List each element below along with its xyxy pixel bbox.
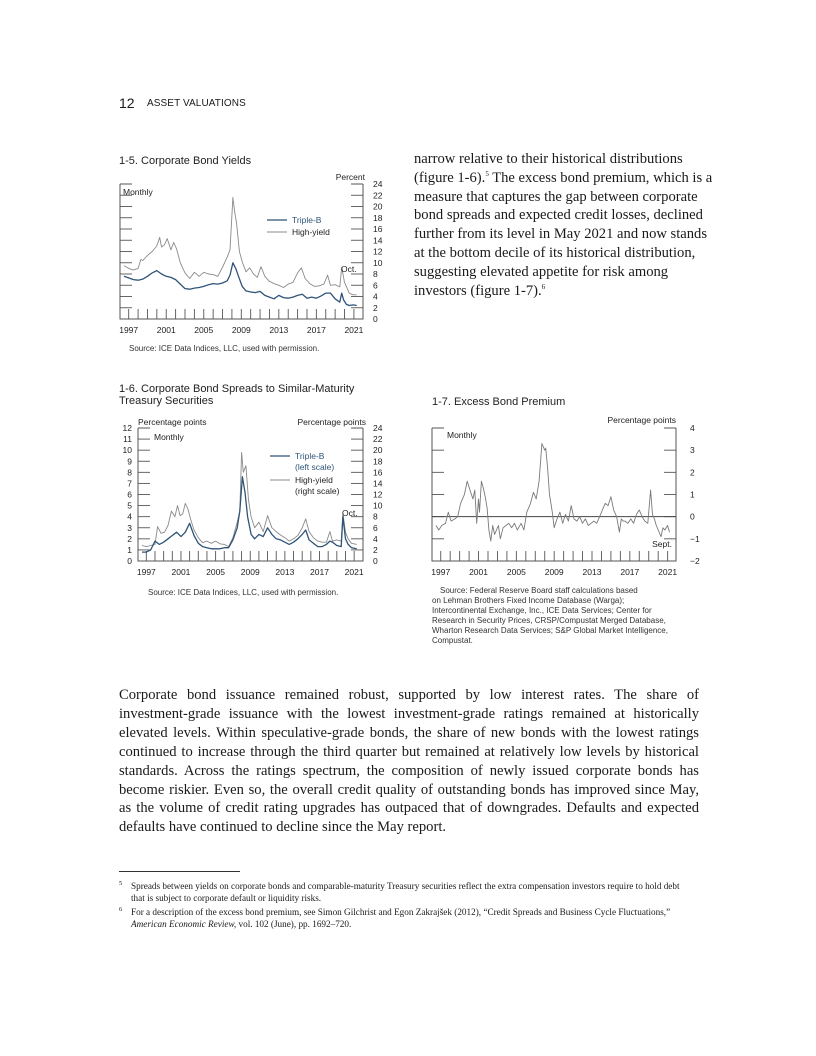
source-line: Source: Federal Reserve Board staff calculations based — [440, 586, 638, 595]
figure-1-7-chart — [420, 410, 710, 585]
x-tick-label: 2021 — [658, 567, 678, 577]
source-line: Wharton Research Data Services; S&P Global Market Intelligence, — [432, 626, 668, 635]
y-tick-label-left: 6 — [127, 489, 132, 500]
y-tick-label-right: 1 — [690, 489, 695, 500]
y-tick-label-right: 22 — [373, 190, 383, 201]
figure-1-5-frequency: Monthly — [123, 187, 153, 197]
figure-1-5-annotation: Oct. — [341, 264, 357, 274]
y-tick-label-right: 14 — [373, 478, 383, 489]
footnote-number: 6 — [119, 906, 123, 913]
y-tick-label-right: 2 — [373, 302, 378, 313]
body-text: The excess bond premium, which is a measure that captures the gap between corporate bond spreads and expected credit losses, declined further from its level in May 2021 and now stands at the bottom decile of its historical distribution, suggesting elevated appetite for risk among investors (figure 1-7). — [414, 169, 713, 299]
y-tick-label-right: 10 — [373, 257, 383, 268]
footnote-text: vol. 102 (June), pp. 1692–720. — [236, 919, 352, 929]
y-tick-label-right: 8 — [373, 511, 378, 522]
x-tick-label: 2017 — [620, 567, 640, 577]
y-tick-label-right: 0 — [373, 314, 378, 324]
y-tick-label-right: 3 — [690, 445, 695, 456]
x-tick-label: 2009 — [544, 567, 564, 577]
x-tick-label: 1997 — [119, 325, 139, 335]
y-tick-label-right: 4 — [373, 533, 378, 544]
figure-1-7-frequency: Monthly — [447, 430, 477, 440]
figure-1-6-source: Source: ICE Data Indices, LLC, used with permission. — [148, 588, 339, 597]
y-tick-label-right: −1 — [690, 533, 700, 544]
y-tick-label-left: 10 — [122, 445, 132, 456]
y-tick-label-right: 10 — [373, 500, 383, 511]
footnote-rule — [119, 871, 240, 872]
source-line: Research in Security Prices, CRSP/Compustat Merged Database, — [432, 616, 666, 625]
y-tick-label-right: 16 — [373, 224, 383, 234]
source-line: Intercontinental Exchange, Inc., ICE Data Services; Center for — [432, 606, 652, 615]
footnote-6 — [119, 906, 689, 930]
body-text-right-column — [414, 150, 714, 300]
y-tick-label-left: 12 — [122, 423, 132, 433]
y-tick-label-left: 8 — [127, 467, 132, 478]
x-tick-label: 2001 — [156, 325, 176, 335]
y-tick-label-right: 2 — [690, 467, 695, 478]
figure-1-6-title-line2: Treasury Securities — [119, 395, 214, 407]
source-line: Compustat. — [432, 636, 473, 645]
figure-1-5-plot — [119, 179, 382, 335]
footnote-ref-6[interactable]: 6 — [541, 282, 546, 291]
series-line — [124, 263, 357, 306]
x-tick-label: 1997 — [136, 567, 156, 577]
figure-1-7-title: 1-7. Excess Bond Premium — [432, 396, 566, 408]
figure-1-7-unit: Percentage points — [607, 415, 676, 425]
footnote-ref-5[interactable]: 5 — [485, 169, 489, 178]
y-tick-label-left: 5 — [127, 500, 132, 511]
body-text: narrow relative to their historical distributions (figure 1-6). — [414, 151, 683, 186]
y-tick-label-right: 0 — [690, 511, 695, 522]
x-tick-label: 2005 — [194, 325, 214, 335]
y-tick-label-left: 7 — [127, 478, 132, 489]
y-tick-label-right: 4 — [690, 423, 695, 433]
y-tick-label-left: 2 — [127, 533, 132, 544]
figure-1-6-plot — [123, 423, 383, 577]
x-tick-label: 2017 — [306, 325, 326, 335]
footnote-number: 5 — [119, 880, 123, 887]
figure-1-6-chart — [110, 410, 390, 585]
figure-1-6-unit-right: Percentage points — [297, 417, 366, 427]
body-paragraph-text: Corporate bond issuance remained robust, supported by low interest rates. The share of investment-grade issuance with the lowest investment-grade ratings remained at historically elevated levels. Within speculative-grade bonds, the share of new bonds with the lowest ratings continued to increase through the third quarter but remained at relatively low levels by historical standards. Across the ratings spectrum, the composition of newly issued corporate bonds has become riskier. Even so, the overall credit quality of outstanding bonds has improved since May, as the volume of credit rating upgrades has outpaced that of downgrades. Defaults and expected defaults have continued to decline since the May report. — [119, 687, 699, 836]
x-tick-label: 2021 — [344, 567, 364, 577]
x-tick-label: 1997 — [431, 567, 451, 577]
legend-note-right-scale: (right scale) — [295, 486, 340, 496]
y-tick-label-right: 4 — [373, 291, 378, 302]
figure-1-6-unit-left: Percentage points — [138, 417, 207, 427]
footnote-text: For a description of the excess bond premium, see Simon Gilchrist and Egon Zakrajšek (2012), “Credit Spreads and Business Cycle Fluctuations,” — [131, 907, 671, 917]
y-tick-label-right: 14 — [373, 235, 383, 246]
figure-1-7-source — [432, 586, 717, 646]
legend-label-triple-b: Triple-B — [292, 215, 322, 225]
y-tick-label-right: 12 — [373, 246, 383, 257]
y-tick-label-right: 16 — [373, 467, 383, 478]
body-paragraph — [119, 686, 699, 837]
x-tick-label: 2001 — [171, 567, 191, 577]
y-tick-label-right: 12 — [373, 489, 383, 500]
axis-frame — [432, 428, 676, 561]
figure-1-5-chart — [110, 168, 390, 343]
y-tick-label-right: 18 — [373, 212, 383, 223]
footnote-5 — [119, 880, 689, 904]
y-tick-label-right: 20 — [373, 201, 383, 212]
y-tick-label-right: 18 — [373, 456, 383, 467]
x-tick-label: 2009 — [240, 567, 260, 577]
x-tick-label: 2005 — [206, 567, 226, 577]
x-tick-label: 2009 — [231, 325, 251, 335]
x-tick-label: 2013 — [582, 567, 602, 577]
legend-note-left-scale: (left scale) — [295, 462, 335, 472]
figure-1-7-annotation: Sept. — [652, 539, 672, 549]
y-tick-label-right: 6 — [373, 522, 378, 533]
figure-1-6-annotation: Oct. — [342, 508, 358, 518]
y-tick-label-right: 2 — [373, 544, 378, 555]
figure-1-5-source: Source: ICE Data Indices, LLC, used with permission. — [129, 344, 320, 353]
x-tick-label: 2005 — [506, 567, 526, 577]
y-tick-label-left: 9 — [127, 456, 132, 467]
figure-1-6-title-line1: 1-6. Corporate Bond Spreads to Similar-Maturity — [119, 383, 355, 395]
figure-1-5-title: 1-5. Corporate Bond Yields — [119, 155, 252, 167]
source-line: on Lehman Brothers Fixed Income Database (Warga); — [432, 596, 625, 605]
y-tick-label-right: −2 — [690, 556, 700, 566]
figure-1-5-unit: Percent — [335, 172, 365, 182]
figure-1-6-frequency: Monthly — [154, 432, 184, 442]
y-tick-label-right: 6 — [373, 280, 378, 291]
y-tick-label-left: 1 — [127, 544, 132, 555]
y-tick-label-left: 11 — [123, 434, 132, 445]
x-tick-label: 2001 — [469, 567, 489, 577]
y-tick-label-right: 0 — [373, 556, 378, 566]
footnote-text: Spreads between yields on corporate bonds and comparable-maturity Treasury securities reflect the extra compensation investors require to hold debt that is subject to corporate default or liquidity risks. — [131, 881, 680, 903]
x-tick-label: 2013 — [269, 325, 289, 335]
legend-label-high-yield: High-yield — [295, 475, 333, 485]
x-tick-label: 2013 — [275, 567, 295, 577]
y-tick-label-right: 20 — [373, 445, 383, 456]
y-tick-label-left: 4 — [127, 511, 132, 522]
x-tick-label: 2017 — [310, 567, 329, 577]
series-line — [436, 444, 670, 542]
axis-frame — [120, 184, 363, 319]
y-tick-label-right: 24 — [373, 423, 383, 433]
y-tick-label-right: 8 — [373, 269, 378, 279]
page-number: 12 — [119, 95, 135, 111]
y-tick-label-left: 3 — [127, 522, 132, 533]
legend-label-high-yield: High-yield — [292, 227, 330, 237]
footnotes — [119, 880, 689, 932]
figure-1-7-plot — [431, 423, 700, 577]
y-tick-label-right: 24 — [373, 179, 383, 189]
journal-title: American Economic Review, — [131, 919, 237, 929]
running-head: ASSET VALUATIONS — [147, 98, 246, 109]
legend-label-triple-b: Triple-B — [295, 451, 325, 461]
y-tick-label-left: 0 — [127, 556, 132, 566]
y-tick-label-right: 22 — [373, 434, 383, 445]
x-tick-label: 2021 — [344, 325, 364, 335]
